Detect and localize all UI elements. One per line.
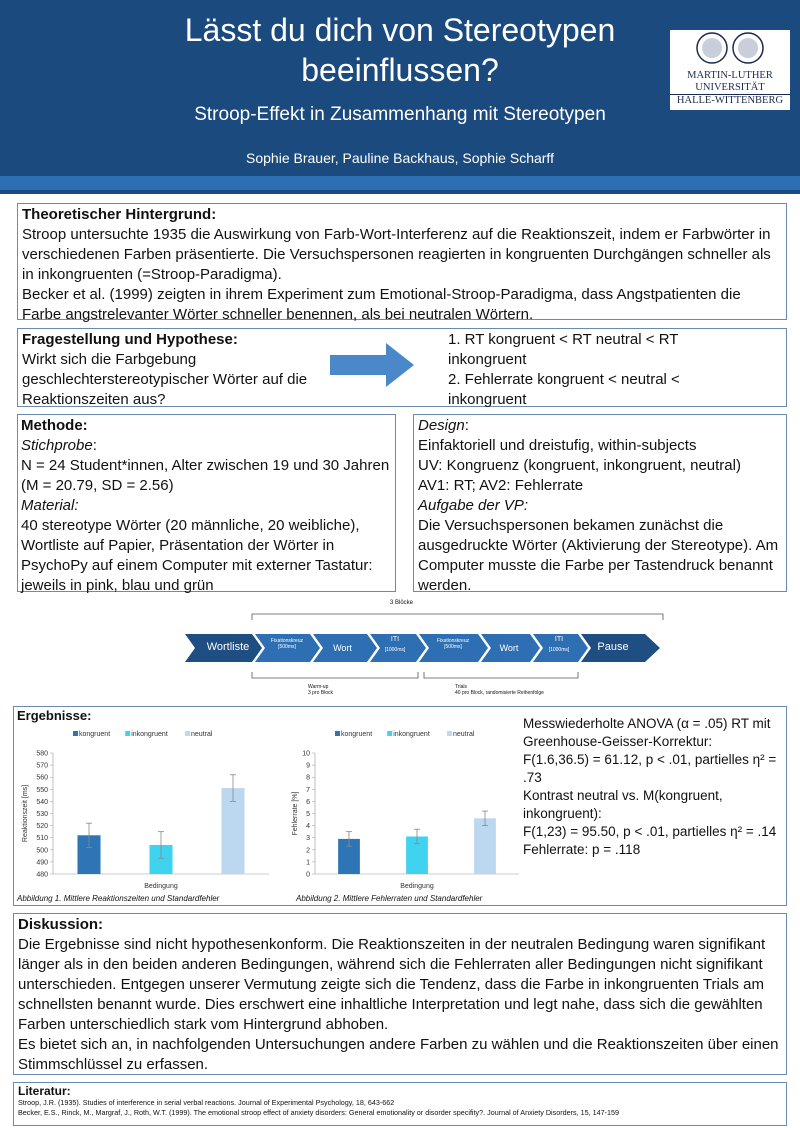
poster-authors: Sophie Brauer, Pauline Backhaus, Sophie Scharff xyxy=(246,150,554,166)
results-heading: Ergebnisse: xyxy=(17,708,92,723)
stats-line: F(1.6,36.5) = 61.12, p < .01, partielles η² = .73 xyxy=(523,752,777,785)
design-lines xyxy=(418,436,782,496)
chart-svg xyxy=(19,727,279,892)
theory-heading: Theoretischer Hintergrund: xyxy=(22,206,217,223)
logo-line: UNIVERSITÄT xyxy=(695,82,765,93)
bar-neutral xyxy=(474,818,496,874)
step-fixation-2: Fixationskreuz xyxy=(436,638,470,644)
legend-label: kongruent xyxy=(79,731,111,738)
step-wort-2: Wort xyxy=(499,643,519,653)
design-line: AV1: RT; AV2: Fehlerrate xyxy=(418,477,584,494)
poster-title xyxy=(120,10,680,90)
title-line-1: Lässt du dich von Stereotypen xyxy=(184,12,616,48)
logo-line: MARTIN-LUTHER xyxy=(687,70,773,81)
y-tick-label: 520 xyxy=(36,823,48,831)
statistics-text xyxy=(523,715,779,859)
method-heading: Methode: xyxy=(21,417,88,434)
y-axis-label: Fehlerrate [%] xyxy=(292,791,299,836)
legend-swatch xyxy=(185,731,190,736)
step-pause: Pause xyxy=(597,641,629,653)
stats-line: Kontrast neutral vs. M(kongruent, inkongruent): xyxy=(523,788,723,821)
seal-icon xyxy=(670,30,790,66)
task-text: Die Versuchspersonen bekamen zunächst die ausgedruckte Wörter (Aktivierung der Stereotype). Am Computer musste die Farbe per Tastendruck benannt werden. xyxy=(418,517,779,594)
trials-label: Trials xyxy=(455,684,468,690)
step-iti-2: ITI xyxy=(554,636,564,643)
legend-label: neutral xyxy=(453,731,475,738)
legend-label: neutral xyxy=(191,731,213,738)
stats-line: Fehlerrate: p = .118 xyxy=(523,842,641,857)
y-tick-label: 580 xyxy=(36,750,48,758)
header-stripe xyxy=(0,176,800,190)
title-line-2: beeinflussen? xyxy=(301,52,499,88)
y-tick-label: 550 xyxy=(36,786,48,794)
design-line: UV: Kongruenz (kongruent, inkongruent, neutral) xyxy=(418,457,741,474)
y-tick-label: 490 xyxy=(36,859,48,867)
results-section xyxy=(13,706,787,906)
blocks-label: 3 Blöcke xyxy=(390,600,414,606)
theory-section xyxy=(17,203,787,323)
literature-section xyxy=(13,1082,787,1126)
step-iti-1: ITI xyxy=(390,636,400,643)
step-wortliste: Wortliste xyxy=(206,641,250,653)
y-tick-label: 3 xyxy=(306,835,310,843)
y-tick-label: 530 xyxy=(36,811,48,818)
reference-1: Stroop, J.R. (1935). Studies of interference in serial verbal reactions. Journal of Experimental Psychology, 18, 643-662 xyxy=(18,1098,395,1107)
y-tick-label: 6 xyxy=(306,798,310,806)
y-tick-label: 560 xyxy=(36,774,48,782)
step-iti-2-time: [1000ms] xyxy=(548,647,570,653)
x-axis-label: Bedingung xyxy=(400,883,434,890)
y-tick-label: 5 xyxy=(306,811,310,818)
y-tick-label: 2 xyxy=(306,847,310,855)
legend-label: inkongruent xyxy=(131,731,168,738)
step-fixation-1-time: [500ms] xyxy=(278,644,296,650)
material-label: Material: xyxy=(21,497,79,514)
y-tick-label: 9 xyxy=(306,762,310,770)
y-tick-label: 7 xyxy=(306,786,310,794)
procedure-diagram xyxy=(0,598,800,702)
discussion-paragraph-2: Es bietet sich an, in nachfolgenden Untersuchungen andere Farben zu wählen und die Reaktionszeiten über einen Stimmschlüssel zu erfassen. xyxy=(18,1036,779,1073)
discussion-paragraph-1: Die Ergebnisse sind nicht hypothesenkonform. Die Reaktionszeiten in der neutralen Bedingung waren signifikant länger als in den beiden anderen Bedingungen, während sich die Fehlerraten aller Bedingungen nicht signifikant unterschieden. Entgegen unserer Vermutung zeigte sich die Tendenz, dass die Farbe in inkongruenten Trials am schnellsten benannt wurde. Dies erschwert eine inhaltliche Interpretation und legt nahe, dass sich die gewählten Farben unterschiedlich stark vom Hintergrund abhoben. xyxy=(18,936,766,1033)
question-section xyxy=(17,328,787,407)
header-stripe-dark xyxy=(0,190,800,194)
y-axis-label: Reaktionszeit [ms] xyxy=(22,784,29,843)
stats-line: F(1,23) = 95.50, p < .01, partielles η² = .14 xyxy=(523,824,777,839)
question-heading: Fragestellung und Hypothese: xyxy=(22,331,238,348)
arrow-right-icon xyxy=(330,343,416,387)
warmup-sublabel: 3 pro Block xyxy=(308,690,334,696)
task-label: Aufgabe der VP: xyxy=(418,497,529,514)
poster-subtitle: Stroop-Effekt in Zusammenhang mit Stereotypen xyxy=(194,104,606,125)
legend-swatch xyxy=(335,731,340,736)
x-axis-label: Bedingung xyxy=(144,883,178,890)
hypothesis-2: 2. Fehlerrate kongruent < neutral < inkongruent xyxy=(448,371,680,408)
y-tick-label: 540 xyxy=(36,798,48,806)
discussion-section xyxy=(13,913,787,1075)
step-fixation-1: Fixationskreuz xyxy=(270,638,304,644)
y-tick-label: 1 xyxy=(306,859,310,867)
warmup-label: Warm-up xyxy=(308,684,329,690)
step-wort-1: Wort xyxy=(333,643,352,653)
hypothesis-1: 1. RT kongruent < RT neutral < RT inkongruent xyxy=(448,331,679,368)
theory-paragraph-2: Becker et al. (1999) zeigten in ihrem Experiment zum Emotional-Stroop-Paradigma, dass Angstpatienten die Farbe angstrelevanter Wörter schneller benennen, als bei neutralen Wörtern. xyxy=(22,286,741,323)
legend-swatch xyxy=(387,731,392,736)
step-iti-1-time: [1000ms] xyxy=(384,647,406,653)
question-text: Wirkt sich die Farbgebung geschlechterstereotypischer Wörter auf die Reaktionszeiten aus? xyxy=(22,351,308,408)
discussion-heading: Diskussion: xyxy=(18,916,104,933)
legend-swatch xyxy=(73,731,78,736)
design-label: Design xyxy=(418,417,465,434)
stats-line: Messwiederholte ANOVA (α = .05) RT mit Greenhouse-Geisser-Korrektur: xyxy=(523,716,771,749)
reference-2: Becker, E.S., Rinck, M., Margraf, J., Roth, W.T. (1999). The emotional stroop effect of anxiety disorders: General emotionality or disorder specifity?. Journal of Anxiety Disorders, 15, 147-159 xyxy=(18,1108,619,1117)
chart-error-rates xyxy=(289,727,529,892)
sample-text: N = 24 Student*innen, Alter zwischen 19 und 30 Jahren (M = 20.79, SD = 2.56) xyxy=(21,457,390,494)
y-tick-label: 8 xyxy=(306,774,310,782)
y-tick-label: 10 xyxy=(302,750,310,758)
legend-label: kongruent xyxy=(341,731,373,738)
y-tick-label: 480 xyxy=(36,871,48,879)
chart-svg xyxy=(289,727,529,892)
figure-caption-1: Abbildung 1. Mittlere Reaktionszeiten und Standardfehler xyxy=(17,894,220,903)
y-tick-label: 510 xyxy=(36,835,48,843)
chart-reaction-times xyxy=(19,727,279,892)
y-tick-label: 570 xyxy=(36,762,48,770)
logo-line: HALLE-WITTENBERG xyxy=(670,94,790,107)
theory-paragraph-1: Stroop untersuchte 1935 die Auswirkung von Farb-Wort-Interferenz auf die Reaktionszeit, indem er Farbwörter in verschiedenen Farben präsentierte. Die Versuchspersonen reagierten in kongruenten Durchgängen schneller als in inkongruenten (=Stroop-Paradigma). xyxy=(22,226,771,283)
legend-swatch xyxy=(447,731,452,736)
figure-caption-2: Abbildung 2. Mittlere Fehlerraten und Standardfehler xyxy=(296,894,483,903)
sample-label: Stichprobe xyxy=(21,437,93,454)
y-tick-label: 4 xyxy=(306,823,310,831)
step-fixation-2-time: [500ms] xyxy=(444,644,462,650)
design-line: Einfaktoriell und dreistufig, within-subjects xyxy=(418,437,697,454)
trials-sublabel: 40 pro Block, randomisierte Reihenfolge xyxy=(455,690,544,696)
legend-label: inkongruent xyxy=(393,731,430,738)
legend-swatch xyxy=(125,731,130,736)
material-text: 40 stereotype Wörter (20 männliche, 20 weibliche), Wortliste auf Papier, Präsentation der Wörter in PsychoPy auf einem Computer mit externer Tastatur: jeweils in pink, blau und grün xyxy=(21,517,373,594)
y-tick-label: 0 xyxy=(306,871,310,879)
literature-heading: Literatur: xyxy=(18,1084,71,1098)
y-tick-label: 500 xyxy=(36,847,48,855)
method-section: Methode: Stichprobe: N = 24 Student*innen, Alter zwischen 19 und 30 Jahren (M = 20.79, SD = 2.56) Material: 40 stereotype Wörter (20 männliche, 20 weibliche), Wortliste auf Papier, Präsentation der Wörter in PsychoPy auf einem Computer mit externer Tastatur: jeweils in pink, blau und grün xyxy=(17,414,396,592)
design-section: Design: Einfaktoriell und dreistufig, within-subjects UV: Kongruenz (kongruent, inkongruent, neutral) AV1: RT; AV2: Fehlerrate Aufgabe der VP: Die Versuchspersonen bekamen zunächst die ausgedruckte Wörter (Aktivierung der Stereotype). Am Computer musste die Farbe per Tastendruck benannt werden. xyxy=(413,414,787,592)
university-logo xyxy=(670,30,790,110)
